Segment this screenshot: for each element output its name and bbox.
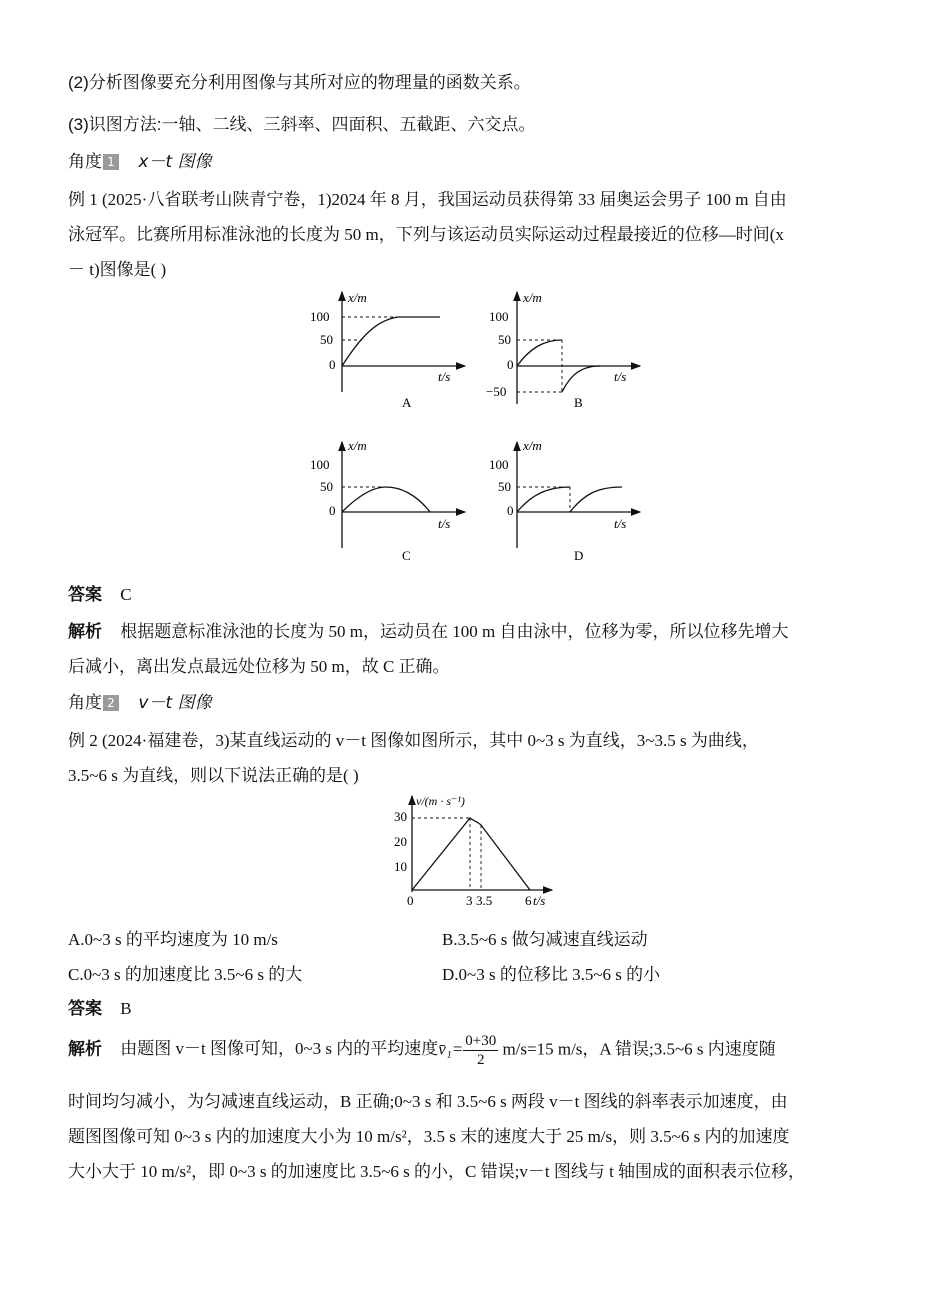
graph-a-ylabel: x/m (348, 290, 367, 305)
graph-b-xlabel: t/s (614, 369, 627, 384)
graph-a-tick-100: 100 (310, 309, 330, 324)
graph-option-a (310, 290, 465, 410)
analysis-label: 解析 (68, 622, 102, 642)
vt-ytick-30: 30 (394, 809, 407, 824)
graph-b-tick-50: 50 (498, 332, 511, 347)
answer-label: 答案 (68, 585, 102, 605)
graph-b-tick-100: 100 (489, 309, 509, 324)
graph-a-tick-50: 50 (320, 332, 333, 347)
graph-d-ylabel: x/m (523, 438, 542, 453)
graph-b-tick-0: 0 (507, 357, 514, 372)
example-1-analysis-line-2: 后减小，离出发点最远处位移为 50 m，故 C 正确。 (68, 657, 450, 676)
example-1-line-3: － t)图像是( ) (68, 260, 167, 279)
x-t-graphs (0, 280, 950, 570)
intro-point-2: (2)分析图像要充分利用图像与其所对应的物理量的函数关系。 (68, 73, 531, 92)
graph-b-curve-down (562, 366, 600, 392)
vt-ylabel: v/(m · s⁻¹) (416, 794, 465, 808)
option-b: B.3.5~6 s 做匀减速直线运动 (442, 930, 648, 949)
example-1-line-2: 泳冠军。比赛所用标准泳池的长度为 50 m，下列与该运动员实际运动过程最接近的位移—时间(x (68, 225, 784, 244)
example-2-analysis-line-1: 解析 由题图 v－t 图像可知，0~3 s 内的平均速度v̄₁= $\frac{0+30}{2}$ m/s=15 m/s，A 错误;3.5~6 s 内速度随 (68, 1033, 776, 1068)
vt-xtick-6: 6 (525, 893, 532, 908)
graph-a-label: A (402, 395, 412, 410)
angle-1-title: x－t 图像 (138, 152, 212, 172)
graph-a-curve (342, 317, 440, 366)
graph-c-curve (342, 487, 430, 512)
example-1-line-1: 例 1 (2025·八省联考山陕青宁卷，1)2024 年 8 月，我国运动员获得第 33 届奥运会男子 100 m 自由 (68, 190, 787, 209)
angle-1-label: 角度 (68, 152, 102, 172)
angle-2-number: 2 (103, 695, 119, 711)
vt-curve (412, 818, 530, 890)
graph-c-tick-100: 100 (310, 457, 330, 472)
graph-c-ylabel: x/m (348, 438, 367, 453)
vt-xlabel: t/s (533, 893, 546, 908)
graph-b-curve-up (517, 340, 562, 366)
answer-value-2: B (120, 999, 132, 1018)
graph-c-xlabel: t/s (438, 516, 451, 531)
answer-value: C (120, 585, 132, 604)
graph-option-b (486, 290, 640, 410)
angle-2-label: 角度 (68, 693, 102, 713)
graph-a-tick-0: 0 (329, 357, 336, 372)
graph-c-tick-50: 50 (320, 479, 333, 494)
vt-ytick-10: 10 (394, 859, 407, 874)
graph-d-xlabel: t/s (614, 516, 627, 531)
example-2-analysis-line-2: 时间均匀减小，为匀减速直线运动，B 正确;0~3 s 和 3.5~6 s 两段 v－t 图线的斜率表示加速度，由 (68, 1092, 788, 1111)
intro-point-3: (3)识图方法:一轴、二线、三斜率、四面积、五截距、六交点。 (68, 115, 536, 134)
option-a: A.0~3 s 的平均速度为 10 m/s (68, 930, 278, 949)
example-2-line-1: 例 2 (2024·福建卷，3)某直线运动的 v－t 图像如图所示，其中 0~3 s 为直线，3~3.5 s 为曲线， (68, 731, 759, 750)
example-1-analysis-line-1: 解析 根据题意标准泳池的长度为 50 m，运动员在 100 m 自由泳中，位移为零，所以位移先增大 (68, 622, 789, 642)
graph-d-curve-1 (517, 487, 570, 512)
analysis-label-2: 解析 (68, 1039, 102, 1060)
graph-option-c (310, 438, 465, 563)
angle-1-number: 1 (103, 154, 119, 170)
graph-d-label: D (574, 548, 584, 563)
example-1-answer (68, 580, 132, 605)
vt-xtick-3: 3 (466, 893, 473, 908)
example-2-answer (68, 994, 132, 1019)
graph-b-ylabel: x/m (523, 290, 542, 305)
graph-c-label: C (402, 548, 411, 563)
graph-a-xlabel: t/s (438, 369, 451, 384)
graph-d-tick-50: 50 (498, 479, 511, 494)
fraction: $\frac{0+30}{2}$ (465, 1033, 497, 1068)
angle-1-heading (68, 147, 212, 172)
vt-xtick-0: 0 (407, 893, 414, 908)
v-t-graph (380, 788, 580, 913)
graph-b-tick-minus-50: −50 (486, 384, 507, 399)
option-d: D.0~3 s 的位移比 3.5~6 s 的小 (442, 965, 661, 984)
average-velocity-symbol: v̄₁= (438, 1039, 464, 1059)
vt-ytick-20: 20 (394, 834, 407, 849)
graph-d-tick-0: 0 (507, 503, 514, 518)
graph-d-curve-2 (570, 487, 622, 512)
angle-2-heading (68, 688, 212, 713)
vt-xtick-3-5: 3.5 (476, 893, 493, 908)
example-2-analysis-line-3: 题图图像可知 0~3 s 内的加速度大小为 10 m/s²，3.5 s 末的速度大于 25 m/s，则 3.5~6 s 内的加速度 (68, 1127, 790, 1146)
answer-label-2: 答案 (68, 999, 102, 1019)
example-2-line-2: 3.5~6 s 为直线，则以下说法正确的是( ) (68, 766, 359, 785)
angle-2-title: v－t 图像 (138, 693, 212, 713)
graph-d-tick-100: 100 (489, 457, 509, 472)
graph-option-d (489, 438, 640, 563)
example-2-analysis-line-4: 大小大于 10 m/s²，即 0~3 s 的加速度比 3.5~6 s 的小，C 错误;v－t 图线与 t 轴围成的面积表示位移， (68, 1162, 806, 1181)
graph-b-label: B (574, 395, 583, 410)
option-c: C.0~3 s 的加速度比 3.5~6 s 的大 (68, 965, 303, 984)
graph-c-tick-0: 0 (329, 503, 336, 518)
